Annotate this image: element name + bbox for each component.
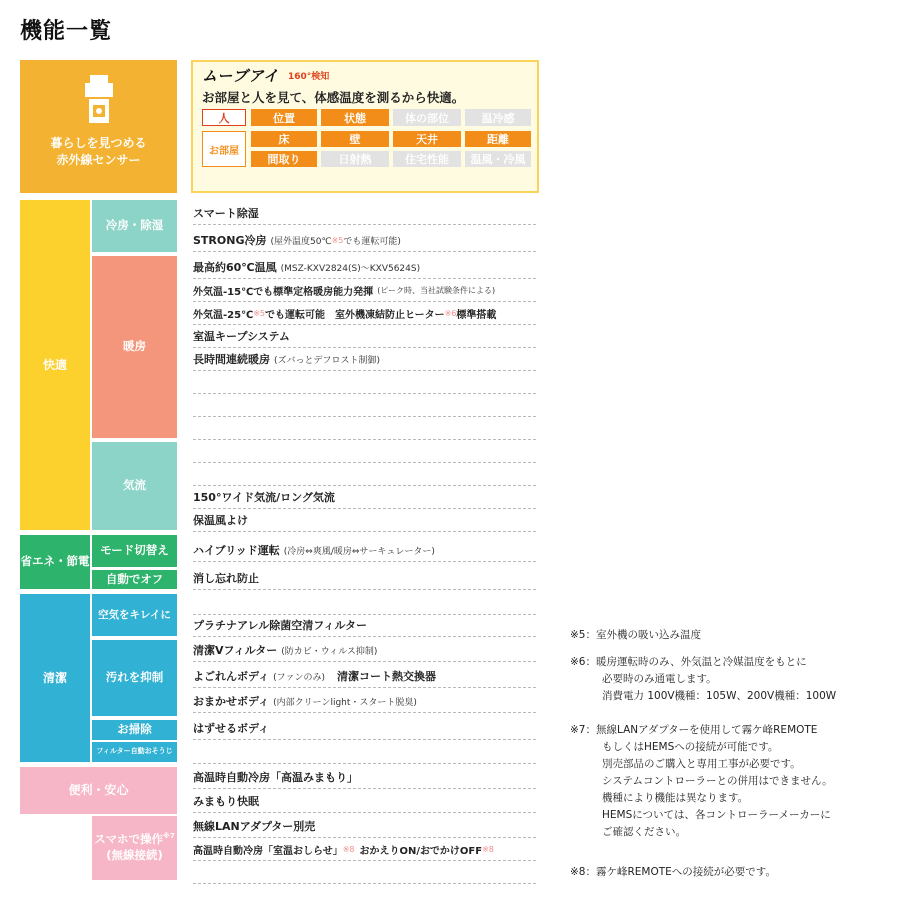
category-cooling: 冷房・除湿: [92, 200, 177, 252]
smartphone-label: スマホで操作: [94, 832, 164, 847]
category-cleaning: お掃除: [92, 720, 177, 740]
category-mode: モード切替え: [92, 535, 177, 567]
feature-row-empty: [193, 741, 536, 764]
move-eye-logo: ムーブアイ: [202, 67, 280, 85]
feature-row: みまもり快眠: [193, 790, 536, 813]
smartphone-label-2: (無線接続): [106, 848, 163, 862]
category-air-clean: 空気をキレイに: [92, 594, 177, 636]
feature-row: 最高約60℃温風 (MSZ-KXV2824(S)〜KXV5624S): [193, 256, 536, 279]
feature-row: 150°ワイド気流/ロング気流: [193, 486, 536, 509]
category-airflow: 気流: [92, 442, 177, 530]
feature-row-empty: [193, 440, 536, 463]
room-item-floor: 床: [251, 131, 317, 147]
feature-row: 室温キープシステム: [193, 325, 536, 348]
move-eye-badge: 160°検知: [288, 72, 330, 82]
room-item-ceiling: 天井: [393, 131, 461, 147]
footnote-6: ※6：暖房運転時のみ、外気温と冷媒温度をもとに 必要時のみ通電します。 消費電力 100V機種：105W、200V機種：100W: [570, 656, 837, 702]
person-item-body: 体の部位: [393, 109, 461, 126]
sensor-category: [20, 60, 177, 193]
smartphone-note: ※7: [163, 832, 175, 841]
footnote-8: ※8：霧ケ峰REMOTEへの接続が必要です。: [570, 866, 776, 878]
room-item-solar: 日射熱: [321, 151, 389, 167]
sensor-icon: [81, 75, 117, 127]
footnote-5: ※5：室外機の吸い込み温度: [570, 629, 701, 641]
feature-row-empty: [193, 417, 536, 440]
feature-row: 無線LANアダプター別売: [193, 815, 536, 838]
category-filter-auto: フィルター自動おそうじ: [92, 742, 177, 762]
feature-row-empty: [193, 394, 536, 417]
feature-row: 長時間連続暖房 (ズバっとデフロスト制御): [193, 348, 536, 371]
feature-row: 消し忘れ防止: [193, 567, 536, 590]
feature-row: スマート除湿: [193, 202, 536, 225]
category-smartphone: [92, 816, 177, 880]
person-label: 人: [202, 109, 246, 126]
feature-row: 外気温-25℃ ※5 でも運転可能 室外機凍結防止ヒーター ※6 標準搭載: [193, 302, 536, 325]
room-item-distance: 距離: [465, 131, 531, 147]
room-item-airflow: 温風・冷風: [465, 151, 531, 167]
feature-row: 高温時自動冷房「室温おしらせ」 ※8 おかえりON/おでかけOFF ※8: [193, 838, 536, 861]
feature-row: はずせるボディ: [193, 717, 536, 740]
feature-row: 外気温-15℃でも標準定格暖房能力発揮 (ピーク時、当社試験条件による): [193, 279, 536, 302]
footnote-7: ※7：無線LANアダプターを使用して霧ケ峰REMOTE もしくはHEMSへの接続が可能です。 別売部品のご購入と専用工事が必要です。 システムコントローラーとの併用はできません。 機種により機能は異なります。 HEMSについては、各コントローラーメーカーに ご確認ください。: [570, 724, 833, 838]
feature-row-empty: [193, 371, 536, 394]
feature-row: ハイブリッド運転 (冷房⇔爽風/暖房⇔サーキュレーター): [193, 539, 536, 562]
sensor-label-1: 暮らしを見つめる: [50, 136, 147, 151]
person-item-thermal: 温冷感: [465, 109, 531, 126]
feature-row: 高温時自動冷房「高温みまもり」: [193, 766, 536, 789]
feature-row-empty: [193, 592, 536, 615]
sensor-label-2: 赤外線センサー: [56, 152, 141, 167]
feature-row: プラチナアレル除菌空清フィルター: [193, 614, 536, 637]
category-convenience: 便利・安心: [20, 767, 177, 814]
person-item-state: 状態: [321, 109, 389, 126]
room-item-layout: 間取り: [251, 151, 317, 167]
category-clean: 清潔: [20, 594, 90, 762]
category-eco: 省エネ・節電: [20, 535, 90, 589]
room-item-wall: 壁: [321, 131, 389, 147]
category-heating: 暖房: [92, 256, 177, 438]
feature-row-empty: [193, 463, 536, 486]
feature-row: STRONG冷房 (屋外温度50℃ ※5 でも運転可能): [193, 229, 536, 252]
move-eye-description: お部屋と人を見て、体感温度を測るから快適。: [202, 90, 465, 105]
category-auto-off: 自動でオフ: [92, 570, 177, 589]
page-title: 機能一覧: [20, 19, 113, 44]
person-item-position: 位置: [251, 109, 317, 126]
category-kaiteki: 快適: [20, 200, 90, 530]
feature-row: 保温風よけ: [193, 509, 536, 532]
category-dirt: 汚れを抑制: [92, 640, 177, 716]
feature-row: よごれんボディ (ファンのみ) 清潔コート熱交換器: [193, 665, 536, 688]
room-item-performance: 住宅性能: [393, 151, 461, 167]
room-label: お部屋: [202, 131, 246, 167]
feature-row: 清潔Vフィルター (防カビ・ウィルス抑制): [193, 639, 536, 662]
feature-row-empty: [193, 861, 536, 884]
feature-row: おまかせボディ (内部クリーンlight・スタート脱臭): [193, 690, 536, 713]
